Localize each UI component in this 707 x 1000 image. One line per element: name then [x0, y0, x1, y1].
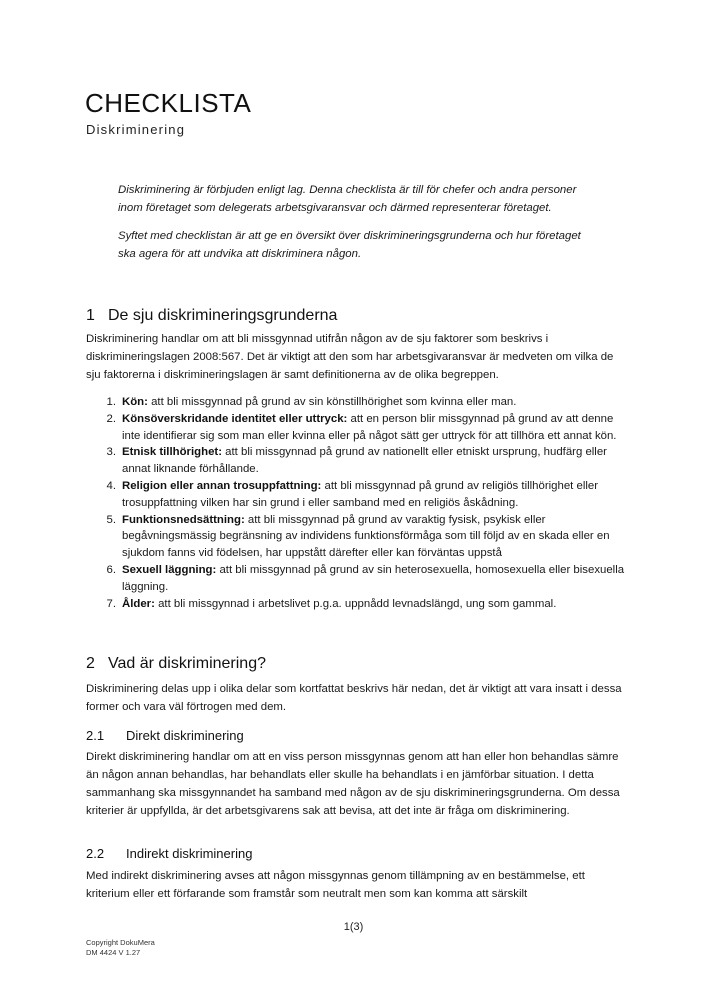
page-number: 1(3)	[343, 921, 364, 933]
list-item: 5. Funktionsnedsättning: att bli missgynnad på grund av varaktig fysisk, psykisk eller begåvningsmässig begränsning av individens funktionsförmåga som till följd av en skada eller en sjukdom fanns vid födelsen, har uppstått därefter eller kan förväntas uppstå	[106, 513, 610, 560]
section-2-2-body: Med indirekt diskriminering avses att någon missgynnas genom tillämpning av en bestämmelse, ett kriterium eller ett förfarande som framstår som neutralt men som kan komma att särskilt	[86, 870, 585, 900]
list-item: 3. Etnisk tillhörighet: att bli missgynnad på grund av nationellt eller etniskt ursprung, hudfärg eller annat liknande förhållande.	[106, 446, 607, 476]
document-subtitle: Diskriminering	[86, 122, 186, 137]
grounds-list	[100, 394, 630, 612]
section-2-1-body: Direkt diskriminering handlar om att en viss person missgynnas genom att han eller hon behandlas sämre än någon annan behandlas, har behandlats eller skulle ha behandlats i en jämförbar situation. I detta sammanhang ska missgynnandet ha samband med någon av de sju diskrimineringsgrunderna. Om dessa kriterier är uppfyllda, är det arbetsgivarens sak att bevisa, att det inte är fråga om diskriminering.	[86, 751, 620, 817]
section-1-body: Diskriminering handlar om att bli missgynnad utifrån någon av de sju faktorer som beskrivs i diskrimineringslagen 2008:567. Det är viktigt att den som har arbetsgivaransvar är medveten om vilka de sju faktorerna i diskrimineringslagen är samt definitionerna av de olika begreppen.	[86, 333, 614, 381]
section-2-body: Diskriminering delas upp i olika delar som kortfattat beskrivs här nedan, det är viktigt att vara insatt i dessa former och vara väl förtrogen med dem.	[86, 683, 622, 713]
section-2-2-heading	[86, 846, 252, 861]
section-1-title: De sju diskrimineringsgrunderna	[108, 307, 338, 324]
list-item: 2. Könsöverskridande identitet eller uttryck: att en person blir missgynnad på grund av att denne inte identifierar sig som man eller kvinna eller på något sätt ger uttryck för att tillhöra ett annat kön.	[106, 412, 617, 442]
section-2-heading	[86, 655, 266, 673]
document-title: CHECKLISTA	[85, 88, 252, 118]
section-2-1-heading	[86, 728, 244, 743]
section-1-heading	[86, 307, 337, 325]
intro-block	[118, 181, 598, 273]
footer-copyright: Copyright DokuMera	[86, 938, 155, 947]
section-2-1-title: Direkt diskriminering	[126, 728, 244, 743]
list-item: 1. Kön: att bli missgynnad på grund av sin könstillhörighet som kvinna eller man.	[106, 396, 517, 408]
section-2-1-number: 2.1	[86, 728, 105, 743]
section-2-2-number: 2.2	[86, 846, 105, 861]
list-item: 4. Religion eller annan trosuppfattning: att bli missgynnad på grund av religiös tillhörighet eller trosuppfattning vilken har sin grund i eller samband med en religiös åskådning.	[106, 479, 599, 509]
section-1-number: 1	[86, 307, 95, 324]
intro-paragraph-2: Syftet med checklistan är att ge en översikt över diskrimineringsgrunderna och hur företaget ska agera för att undvika att diskriminera någon.	[118, 230, 581, 260]
list-item: 6. Sexuell läggning: att bli missgynnad på grund av sin heterosexuella, homosexuella eller bisexuella läggning.	[106, 563, 625, 593]
footer	[86, 938, 155, 958]
section-2-2-title: Indirekt diskriminering	[126, 846, 253, 861]
intro-paragraph-1: Diskriminering är förbjuden enligt lag. Denna checklista är till för chefer och andra personer inom företaget som delegerats arbetsgivaransvar och därmed representerar företaget.	[118, 184, 577, 214]
section-2-title: Vad är diskriminering?	[108, 655, 266, 672]
list-item: 7. Ålder: att bli missgynnad i arbetslivet p.g.a. uppnådd levnadslängd, ung som gammal.	[106, 597, 557, 610]
footer-doc-id: DM 4424 V 1.27	[86, 948, 141, 957]
section-2-number: 2	[86, 655, 95, 672]
